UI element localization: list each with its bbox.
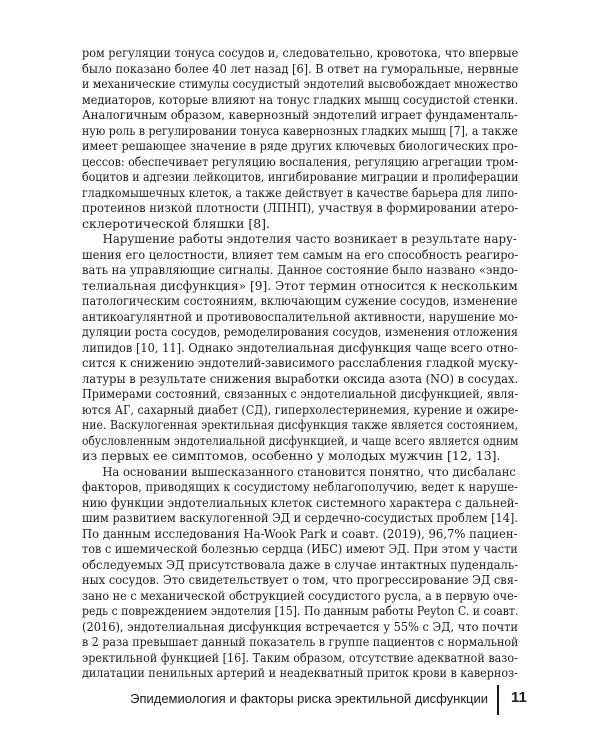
page-number: 11 <box>511 689 527 706</box>
text-line: патологическим состояниям, включающим сужение сосудов, изменение <box>82 293 518 308</box>
text-line: редь с повреждением эндотелия [15]. По данным работы Peyton C. и соавт. <box>82 603 519 618</box>
text-line: ных сосудов. Это свидетельствует о том, что прогрессирование ЭД свя- <box>82 572 518 587</box>
text-line: факторов, приводящих к сосудистому неблагополучию, ведет к наруше- <box>82 479 518 494</box>
text-line: гладкомышечных клеток, а также действует в качестве барьера для липо- <box>82 184 518 200</box>
page-footer <box>0 685 600 715</box>
paragraph-start-line: Нарушение работы эндотелия часто возникает в результате нару- <box>102 231 517 246</box>
text-line: из первых ее симптомов, особенно у молодых мужчин [12, 13]. <box>82 448 501 463</box>
text-line: обусловленным эндотелиальной дисфункцией, и чаще всего является одним <box>82 432 519 448</box>
text-line: имеет решающее значение в ряде других ключевых биологических про- <box>82 138 518 153</box>
text-line: медиаторов, которые влияют на тонус гладких мышц сосудистой стенки. <box>82 91 519 107</box>
text-line: в 2 раза превышает данный показатель в группе пациентов с нормальной <box>82 634 519 649</box>
text-line: зано не с механической обструкцией сосудистого русла, а в первую оче- <box>82 587 518 603</box>
body-text <box>82 45 518 681</box>
text-line: ную роль в регулировании тонуса кавернозных гладких мышц [7], а также <box>82 122 518 138</box>
text-line: и механические стимулы сосудистый эндотелий высвобождает множество <box>82 76 518 91</box>
running-head: Эпидемиология и факторы риска эректильной дисфункции <box>130 691 488 706</box>
text-line: боцитов и адгезии лейкоцитов, ингибирование миграции и пролиферации <box>82 169 519 184</box>
text-line: нию функции эндотелиальных клеток системного характера с дальней- <box>82 494 519 510</box>
text-line: дуляции роста сосудов, ремоделирования сосудов, изменения отложения <box>82 324 519 339</box>
text-line: антикоагулянтной и противовоспалительной активности, нарушение мо- <box>82 308 519 324</box>
text-line: эректильной функцией [16]. Таким образом, отсутствие адекватной вазо- <box>82 649 518 665</box>
text-line: было показано более 40 лет назад [6]. В ответ на гуморальные, нервные <box>82 60 519 76</box>
text-line: тов с ишемической болезнью сердца (ИБС) имеют ЭД. При этом у части <box>82 541 518 556</box>
text-line: шим развитием васкулогенной ЭД и сердечно-сосудистых проблем [14]. <box>82 510 518 525</box>
text-line: липидов [10, 11]. Однако эндотелиальная дисфункция чаще всего отно- <box>82 339 518 355</box>
text-line: сится к снижению эндотелий-зависимого расслабления гладкой муску- <box>82 355 518 370</box>
text-line: Аналогичным образом, кавернозный эндотелий играет фундаменталь- <box>82 107 518 122</box>
text-line: ние. Васкулогенная эректильная дисфункция также является состоянием, <box>82 417 519 432</box>
text-line: ются АГ, сахарный диабет (СД), гиперхолестеринемия, курение и ожире- <box>82 401 519 417</box>
text-line: По данным исследования Ha-Wook Park и соавт. (2019), 96,7% пациен- <box>82 525 518 541</box>
footer-divider <box>497 685 499 715</box>
text-line: обследуемых ЭД присутствовала даже в случае интактных пудендаль- <box>82 556 519 572</box>
text-line: телиальная дисфункция» [9]. Этот термин относится к нескольким <box>82 277 518 293</box>
text-line: Примерами состояний, связанных с эндотелиальной дисфункцией, явля- <box>82 386 519 401</box>
text-line: (2016), эндотелиальная дисфункция встречается у 55% с ЭД, что почти <box>82 618 519 634</box>
text-line: протеинов низкой плотности (ЛПНП), участвуя в формировании атеро- <box>82 200 519 215</box>
text-line: вать на управляющие сигналы. Данное состояние было названо «эндо- <box>82 262 518 277</box>
text-line: цессов: обеспечивает регуляцию воспаления, регуляцию агрегации тром- <box>82 153 519 169</box>
text-line: ром регуляции тонуса сосудов и, следовательно, кровотока, что впервые <box>82 45 519 60</box>
text-line: склеротической бляшки [8]. <box>82 215 271 231</box>
paragraph-start-line: На основании вышесказанного становится понятно, что дисбаланс <box>102 463 516 479</box>
text-line: латуры в результате снижения выработки оксида азота (NO) в сосудах. <box>82 370 519 386</box>
text-line: шения его целостности, влияет тем самым на его способность реагиро- <box>82 246 519 262</box>
text-line: дилатации пенильных артерий и неадекватный приток крови в каверноз- <box>82 665 518 680</box>
